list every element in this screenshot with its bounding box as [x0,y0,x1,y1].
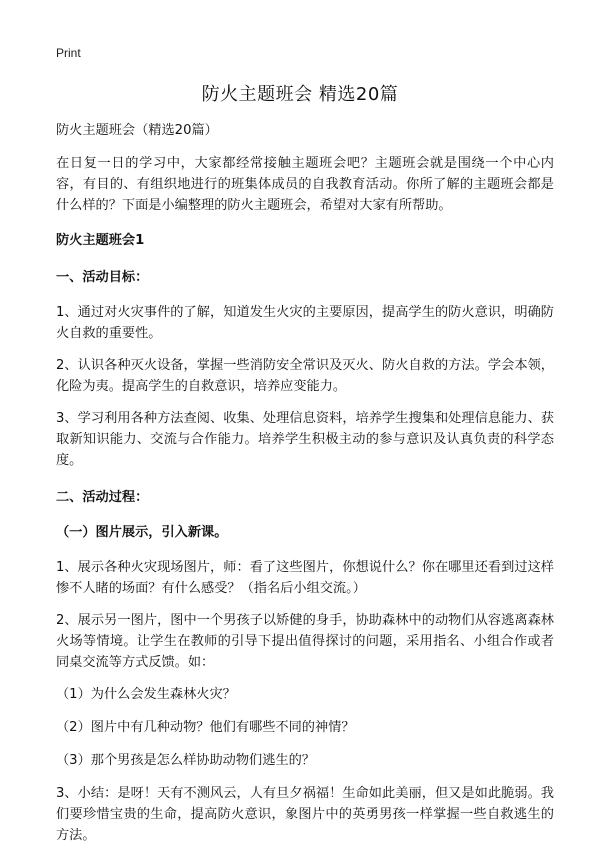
goal-item: 3、学习利用各种方法查阅、收集、处理信息资料，培养学生搜集和处理信息能力、获取新知识能力、交流与合作能力。培养学生积极主动的参与意识及认真负责的科学态度。 [56,411,554,468]
question-item: （3）那个男孩是怎么样协助动物们逃生的？ [56,753,315,768]
intro-paragraph: 在日复一日的学习中，大家都经常接触主题班会吧？主题班会就是围绕一个中心内容，有目的、有组织地进行的班集体成员的自我教育活动。你所了解的主题班会都是什么样的？下面是小编整理的防火主题班会，希望对大家有所帮助。 [56,156,554,213]
process-heading: 二、活动过程： [56,490,149,505]
step-item: 2、展示另一图片，图中一个男孩子以矫健的身手，协助森林中的动物们从容逃离森林火场等情境。让学生在教师的引导下提出值得探讨的问题，采用指名、小组合作或者同桌交流等方式反馈。如： [56,613,554,670]
section-title: 防火主题班会1 [56,233,145,248]
question-item: （2）图片中有几种动物？他们有哪些不同的神情？ [56,720,355,735]
goal-item: 2、认识各种灭火设备，掌握一些消防安全常识及灭火、防火自救的方法。学会本领，化险为夷。提高学生的自救意识，培养应变能力。 [56,358,554,394]
step-item: 1、展示各种火灾现场图片，师：看了这些图片，你想说什么？你在哪里还看到过这样惨不人睹的场面？有什么感受？（指名后小组交流。） [56,560,554,596]
question-item: （1）为什么会发生森林火灾？ [56,687,236,702]
document-body [56,120,554,857]
step-heading: （一）图片展示，引入新课。 [56,525,228,540]
goal-item: 1、通过对火灾事件的了解，知道发生火灾的主要原因，提高学生的防火意识，明确防火自救的重要性。 [56,305,554,341]
print-label[interactable]: Print [56,46,81,60]
document-subtitle: 防火主题班会（精选20篇） [56,123,218,138]
conclusion-paragraph: 3、小结：是呀！天有不测风云，人有旦夕祸福！生命如此美丽，但又是如此脆弱。我们要珍惜宝贵的生命，提高防火意识，象图片中的英勇男孩一样掌握一些自救逃生的 方法。 [56,786,554,843]
document-title: 防火主题班会 精选20篇 [201,84,399,105]
goals-heading: 一、活动目标： [56,270,149,285]
